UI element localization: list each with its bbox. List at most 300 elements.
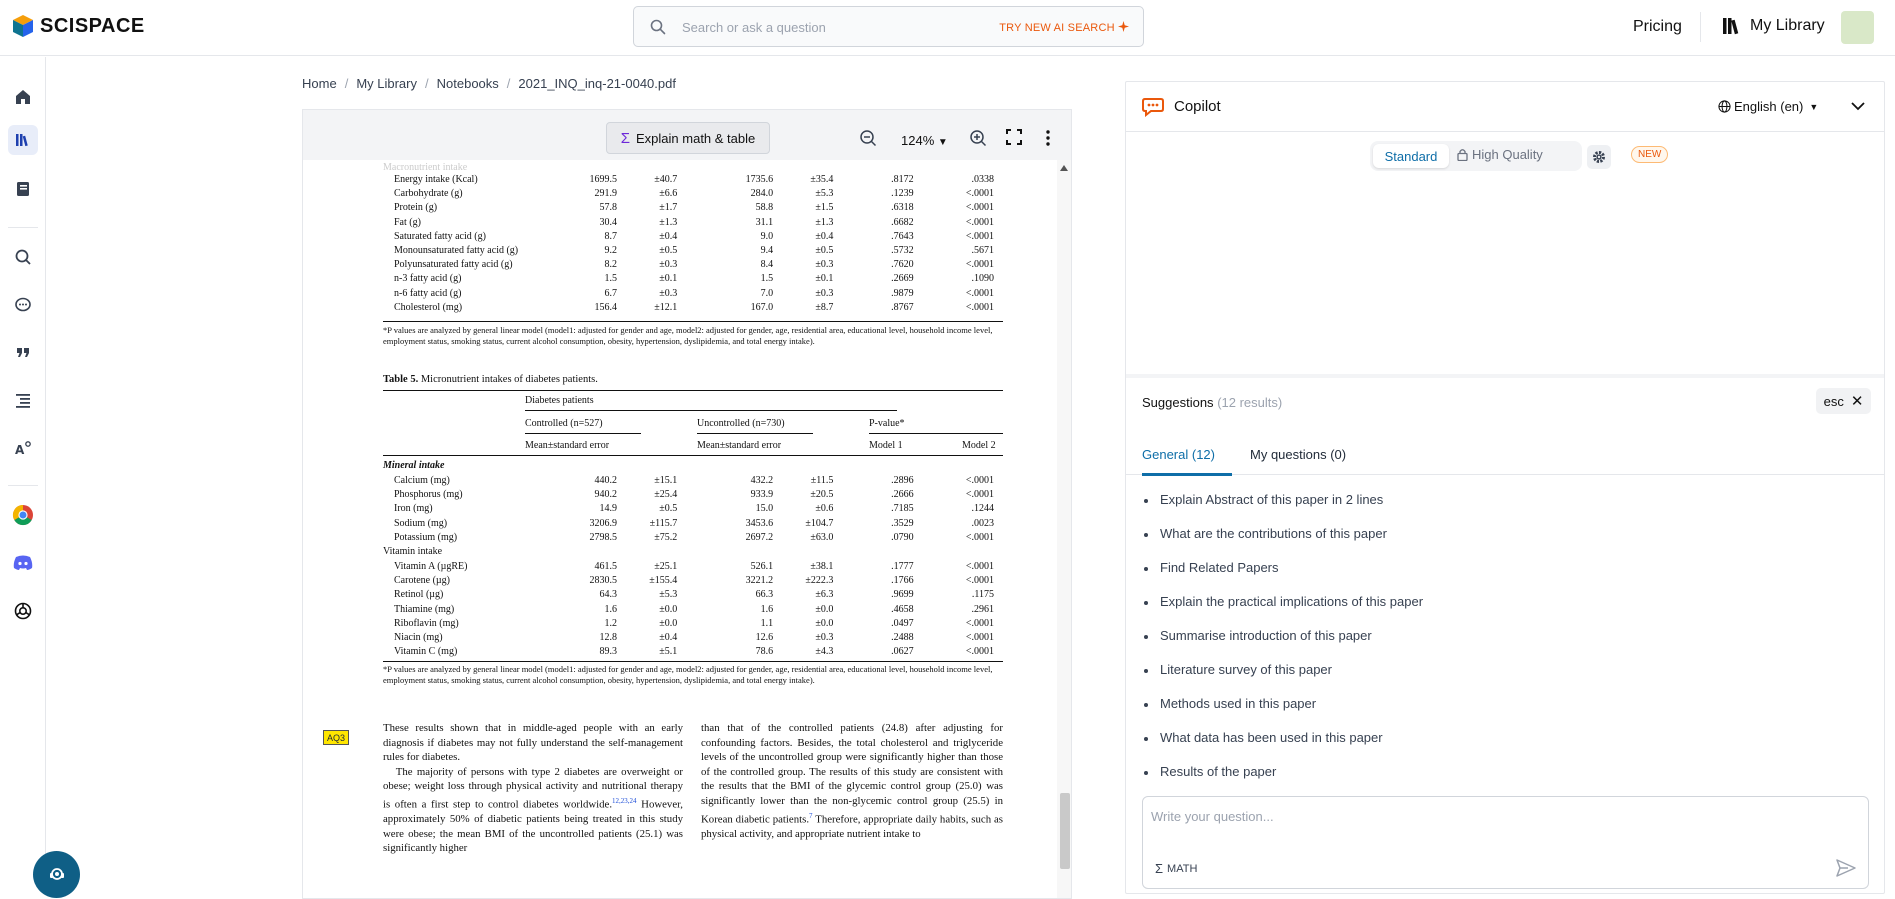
table-row (394, 488, 994, 502)
table5-controlled-header: Controlled (n=527) (525, 418, 603, 429)
cell-value: ±6.6 (659, 188, 678, 200)
cell-value: ±0.6 (815, 503, 834, 515)
cell-value: ±155.4 (649, 575, 678, 587)
cell-value: ±15.1 (654, 475, 678, 486)
quote-icon (14, 344, 32, 362)
table-rule (697, 433, 813, 434)
body-left-paragraph-1: These results shown that in middle-aged people with an early diagnosis if diabetes may not fully understand the self-management rules for diabetes. (383, 722, 683, 764)
suggestion-item[interactable]: Explain the practical implications of this paper (1142, 594, 1862, 628)
cell-value: 6.7 (604, 287, 618, 299)
cell-value: 2798.5 (589, 531, 618, 543)
cell-value: .5671 (971, 245, 994, 257)
chat-icon (14, 296, 32, 314)
suggestion-tabs (1126, 437, 1884, 475)
row-label: Potassium (mg) (394, 531, 458, 543)
table5-section-mineral: Mineral intake (383, 460, 445, 471)
cell-value: 291.9 (594, 188, 618, 200)
brand-name: SCISPACE (40, 14, 145, 37)
tab-general[interactable]: General (12) (1142, 447, 1215, 462)
try-ai-search-label: TRY NEW AI SEARCH (999, 22, 1115, 34)
table-row (394, 244, 994, 258)
table-row (394, 301, 994, 315)
cell-value: ±0.3 (815, 632, 834, 644)
macronutrient-table (394, 173, 994, 315)
cell-value: <.0001 (965, 202, 994, 214)
tab-my-questions[interactable]: My questions (0) (1250, 447, 1347, 462)
table-rule (525, 410, 897, 411)
cell-value: 1.5 (760, 273, 774, 285)
cell-value: .7643 (891, 230, 914, 242)
cell-value: .1766 (891, 575, 914, 587)
copilot-settings-button[interactable] (1587, 145, 1611, 169)
cell-value: 8.4 (760, 259, 774, 271)
body-right-paragraph-1b: Therefore, appropriate daily habits, such as physical activity, and appropriate nutrient intake to (701, 813, 1003, 840)
table-row (394, 560, 994, 574)
row-label: Cholesterol (mg) (394, 301, 463, 313)
cell-value: ±0.4 (659, 230, 678, 242)
pricing-link[interactable]: Pricing (1633, 18, 1682, 35)
copilot-header (1126, 82, 1884, 132)
table-row (394, 187, 994, 201)
sidebar-separator (8, 227, 38, 228)
body-left-paragraph-2a: The majority of persons with type 2 diabetes are overweight or obese; weight loss through physical activity and nutritional therapy is often a first step to control diabetes worldwide. (383, 765, 683, 811)
cell-value: ±0.4 (815, 230, 834, 242)
sidebar-separator (8, 485, 38, 486)
cell-value: <.0001 (965, 646, 994, 658)
cell-value: ±1.3 (659, 216, 678, 228)
cell-value: 1.5 (604, 273, 618, 285)
cell-value: ±25.4 (654, 489, 678, 501)
library-bars-icon (14, 131, 32, 149)
table-rule (869, 433, 1003, 434)
cell-value: ±40.7 (654, 174, 678, 185)
lock-icon (1457, 148, 1468, 161)
breadcrumb-my-library[interactable]: My Library (356, 76, 417, 91)
search-icon (650, 19, 666, 35)
collapse-chevron-icon[interactable] (1851, 102, 1865, 111)
cell-value: <.0001 (965, 531, 994, 543)
copilot-divider (1126, 374, 1884, 378)
cell-value: ±222.3 (805, 575, 834, 587)
search-bar[interactable] (633, 6, 1144, 47)
cell-value: <.0001 (965, 632, 994, 644)
language-select[interactable] (1718, 99, 1818, 114)
scispace-logo[interactable] (12, 14, 145, 38)
cell-value: <.0001 (965, 287, 994, 299)
zoom-out-icon[interactable] (859, 129, 877, 147)
cell-value: 12.6 (755, 632, 774, 644)
pdf-viewer (302, 109, 1072, 899)
body-right-citation[interactable]: 7 (809, 811, 813, 820)
sidebar-home[interactable] (8, 82, 38, 112)
math-mode-button[interactable] (1155, 861, 1197, 876)
cell-value: .6682 (891, 216, 914, 228)
cell-value: 7.0 (760, 287, 774, 299)
cell-value: 1699.5 (589, 174, 618, 185)
table-row (394, 474, 994, 488)
send-icon[interactable] (1836, 859, 1856, 877)
breadcrumb-separator: / (506, 76, 511, 91)
row-label: Phosphorus (mg) (394, 489, 463, 501)
table5-caption (383, 374, 598, 385)
cell-value: ±12.1 (654, 301, 678, 313)
cell-value: 3453.6 (745, 517, 774, 529)
ai-writer-icon (14, 439, 32, 457)
caret-down-icon: ▼ (1809, 101, 1819, 112)
table-row (394, 645, 994, 659)
table-row (394, 517, 994, 531)
row-label: Saturated fatty acid (g) (394, 230, 486, 242)
my-library-label: My Library (1750, 17, 1825, 34)
svg-text:A: A (15, 443, 25, 457)
support-agent-icon (47, 865, 67, 885)
table-rule (383, 455, 1003, 456)
cell-value: 78.6 (755, 646, 774, 658)
search-docs-icon (14, 248, 32, 266)
row-label: Protein (g) (394, 202, 438, 214)
cell-value: ±4.3 (815, 646, 834, 658)
suggestion-item[interactable]: Explain Abstract of this paper in 2 lines (1142, 492, 1862, 526)
cell-value: .4658 (891, 603, 914, 615)
cell-value: ±0.0 (815, 617, 834, 629)
table-rule (383, 390, 1003, 391)
notebook-icon (14, 180, 32, 198)
suggestion-item[interactable]: What data has been used in this paper (1142, 730, 1862, 764)
cell-value: 461.5 (594, 561, 618, 572)
cell-value: .2666 (891, 489, 914, 501)
cell-value: ±0.1 (659, 273, 678, 285)
user-avatar[interactable] (1841, 11, 1874, 44)
cell-value: ±20.5 (810, 489, 834, 501)
cell-value: .8767 (891, 301, 914, 313)
cell-value: 940.2 (594, 489, 618, 501)
new-badge: NEW (1631, 146, 1668, 163)
table5-model1-header: Model 1 (869, 440, 903, 451)
cell-value: 3206.9 (589, 517, 618, 529)
table5-group-header: Diabetes patients (525, 395, 594, 406)
row-label: Thiamine (mg) (394, 603, 455, 615)
cell-value: 9.2 (604, 245, 618, 257)
cell-value: 1.6 (604, 603, 618, 615)
fullscreen-icon[interactable] (1006, 129, 1022, 145)
cell-value: 30.4 (599, 216, 618, 228)
cell-value: ±5.3 (815, 188, 834, 200)
header-divider (1700, 12, 1701, 42)
zoom-level-value: 124% (901, 133, 935, 148)
cell-value: ±11.5 (810, 475, 834, 486)
esc-label: esc (1823, 393, 1844, 409)
table5-pvalue-header: P-value* (869, 418, 905, 429)
copilot-chat-icon (1142, 97, 1164, 117)
pdf-scroll-thumb[interactable] (1060, 793, 1070, 869)
list-indent-icon (14, 391, 32, 409)
cell-value: <.0001 (965, 301, 994, 313)
breadcrumb-notebooks[interactable]: Notebooks (436, 76, 499, 91)
sidebar-openai[interactable] (8, 596, 38, 626)
sidebar-ai-writer[interactable] (8, 433, 38, 463)
cell-value: 9.4 (760, 245, 774, 257)
suggestion-item[interactable]: Methods used in this paper (1142, 696, 1862, 730)
cell-value: 2830.5 (589, 575, 618, 587)
row-label: Energy intake (Kcal) (394, 174, 478, 185)
body-right-paragraph-1a: than that of the controlled patients (24.8) after adjusting for confounding factors. Besides, the total cholesterol and triglyceride levels of the uncontrolled group were significantly higher than those of the controlled group. The results of this study are consistent with the results that the BMI of the glycemic control group (25.0) was significantly lower than the non-glycemic control group (25.5) in Korean diabetic patients. (701, 722, 1003, 826)
body-left-citation[interactable]: 12,23,24 (612, 796, 637, 805)
row-label: Sodium (mg) (394, 517, 448, 529)
table5-footnote: *P values are analyzed by general linear model (model1: adjusted for gender and age, model2: adjusted for gender, age, residential area, educational level, household income level, employment status, smoking status, current alcohol consumption, obesity, hypertension, dyslipidemia, and total energy intake). (383, 664, 993, 685)
table-row (394, 603, 994, 617)
cell-value: .0497 (891, 617, 914, 629)
close-icon: ✕ (1850, 393, 1864, 410)
cell-value: ±75.2 (654, 531, 678, 543)
suggestion-item[interactable]: Literature survey of this paper (1142, 662, 1862, 696)
question-composer (1142, 796, 1869, 889)
row-label: Calcium (mg) (394, 475, 450, 486)
copilot-panel (1125, 81, 1885, 894)
scispace-logo-icon (12, 14, 34, 38)
breadcrumb-separator: / (425, 76, 429, 91)
cell-value: .2488 (891, 632, 914, 644)
pdf-toolbar (303, 110, 1071, 160)
cell-value: ±1.3 (815, 216, 834, 228)
chrome-icon (12, 504, 34, 526)
vitamin-intake-table (394, 560, 994, 659)
sigma-icon: Σ (620, 129, 631, 147)
cell-value: ±0.3 (815, 287, 834, 299)
question-input[interactable] (1151, 809, 1851, 831)
suggestions-title: Suggestions (1142, 395, 1214, 410)
row-label: n-6 fatty acid (g) (394, 287, 462, 299)
cell-value: .1777 (891, 561, 914, 572)
row-label: Fat (g) (394, 216, 421, 228)
cell-value: .9879 (891, 287, 914, 299)
table5-mean-header-1: Mean±standard error (525, 440, 610, 451)
cell-value: .1244 (971, 503, 994, 515)
cell-value: 89.3 (599, 646, 618, 658)
cell-value: .1090 (971, 273, 994, 285)
cell-value: ±38.1 (810, 561, 834, 572)
table-row (394, 588, 994, 602)
suggestion-item[interactable]: Results of the paper (1142, 764, 1862, 798)
cell-value: ±0.0 (659, 617, 678, 629)
cell-value: .8172 (891, 174, 914, 185)
cell-value: 933.9 (750, 489, 774, 501)
table5-uncontrolled-header: Uncontrolled (n=730) (697, 418, 785, 429)
cell-value: .7185 (891, 503, 914, 515)
cell-value: <.0001 (965, 575, 994, 587)
mode-high-quality-button[interactable] (1457, 147, 1543, 162)
table-row (394, 230, 994, 244)
breadcrumb-current-file: 2021_INQ_inq-21-0040.pdf (518, 76, 676, 91)
sidebar-discord[interactable] (8, 548, 38, 578)
globe-icon (1718, 100, 1731, 113)
try-ai-search-link[interactable] (999, 21, 1129, 34)
table-row (394, 502, 994, 516)
cell-value: <.0001 (965, 489, 994, 501)
cell-value: ±0.3 (659, 259, 678, 271)
cell-value: 64.3 (599, 589, 618, 601)
suggestion-item[interactable]: What are the contributions of this paper (1142, 526, 1862, 560)
cell-value: ±0.5 (815, 245, 834, 257)
cell-value: <.0001 (965, 617, 994, 629)
table-row (394, 631, 994, 645)
table5-model2-header: Model 2 (962, 440, 996, 451)
cell-value: ±5.1 (659, 646, 678, 658)
scroll-up-arrow-icon[interactable] (1059, 164, 1069, 172)
explain-math-table-button[interactable] (606, 122, 770, 154)
cell-value: .2961 (971, 603, 994, 615)
body-text-right-column (701, 721, 1003, 841)
cell-value: ±63.0 (810, 531, 834, 543)
table5-caption-label: Table 5. (383, 374, 419, 385)
table5-caption-text: Micronutrient intakes of diabetes patients. (420, 374, 598, 385)
cell-value: ±8.7 (815, 301, 834, 313)
search-input[interactable] (682, 15, 982, 39)
suggestions-count: (12 results) (1217, 395, 1283, 410)
body-text-left-column (383, 721, 683, 856)
cell-value: ±25.1 (654, 561, 678, 572)
table-row (394, 258, 994, 272)
pdf-page (377, 160, 1027, 899)
sidebar-search[interactable] (8, 242, 38, 272)
cell-value: .0023 (971, 517, 994, 529)
row-label: Iron (mg) (394, 503, 433, 515)
sidebar-citations[interactable] (8, 338, 38, 368)
sidebar-notebooks[interactable] (8, 174, 38, 204)
zoom-in-icon[interactable] (969, 129, 987, 147)
cell-value: .1239 (891, 188, 914, 200)
table-row (394, 287, 994, 301)
cell-value: ±0.5 (659, 503, 678, 515)
sidebar-outline[interactable] (8, 385, 38, 415)
suggestion-item[interactable]: Summarise introduction of this paper (1142, 628, 1862, 662)
cell-value: ±0.0 (815, 603, 834, 615)
cell-value: .5732 (891, 245, 914, 257)
table4-footnote: *P values are analyzed by general linear model (model1: adjusted for gender and age, model2: adjusted for gender, age, residential area, educational level, household income level, employment status, smoking status, current alcohol consumption, obesity, hypertension, dyslipidemia, and total energy intake). (383, 325, 993, 346)
cell-value: 440.2 (594, 475, 618, 486)
cell-value: <.0001 (965, 216, 994, 228)
table-row (394, 574, 994, 588)
cell-value: .0627 (891, 646, 914, 658)
sparkle-icon (1118, 21, 1129, 32)
breadcrumb-home[interactable]: Home (302, 76, 337, 91)
left-sidebar (0, 57, 46, 894)
cell-value: 1.2 (604, 617, 618, 629)
row-label: Polyunsaturated fatty acid (g) (394, 259, 513, 271)
mode-standard-button[interactable]: Standard (1373, 144, 1449, 168)
cell-value: ±115.7 (649, 517, 678, 529)
cell-value: 9.0 (760, 230, 774, 242)
cell-value: 14.9 (599, 503, 618, 515)
cell-value: <.0001 (965, 561, 994, 572)
row-label: Retinol (µg) (394, 589, 444, 601)
table-rule (383, 661, 1003, 662)
sigma-icon: Σ (1155, 861, 1164, 876)
cell-value: 167.0 (750, 301, 774, 313)
cell-value: 1.1 (760, 617, 774, 629)
zoom-level-select[interactable] (901, 133, 948, 148)
table-rule (383, 321, 1003, 322)
cell-value: ±1.7 (659, 202, 678, 214)
cell-value: ±0.1 (815, 273, 834, 285)
cell-value: 8.2 (604, 259, 618, 271)
cell-value: ±0.5 (659, 245, 678, 257)
body-left-paragraph-2b: However, approximately 50% of diabetic patients being treated in this study were obese; the mean BMI of the uncontrolled patients (25.1) was significantly higher (383, 798, 683, 855)
discord-icon (13, 555, 33, 571)
row-label: Monounsaturated fatty acid (g) (394, 245, 519, 257)
faded-section-header: Macronutrient intake (383, 162, 468, 173)
cell-value: 526.1 (750, 561, 774, 572)
suggestion-item[interactable]: Find Related Papers (1142, 560, 1862, 594)
pdf-scrollbar[interactable] (1057, 160, 1071, 899)
table5-mean-header-2: Mean±standard error (697, 440, 782, 451)
gear-icon (1592, 150, 1606, 164)
row-label: Carotene (µg) (394, 575, 451, 587)
cell-value: .1175 (971, 589, 994, 601)
cell-value: 432.2 (750, 475, 774, 486)
table-row (394, 531, 994, 545)
cell-value: 31.1 (755, 216, 774, 228)
quality-mode-toggle (1370, 141, 1582, 171)
cell-value: 66.3 (755, 589, 774, 601)
my-library-link[interactable] (1722, 17, 1825, 35)
breadcrumb (302, 76, 676, 91)
cell-value: 15.0 (755, 503, 774, 515)
mode-high-quality-label: High Quality (1472, 147, 1543, 162)
breadcrumb-separator: / (344, 76, 349, 91)
math-label: MATH (1167, 862, 1198, 875)
active-tab-indicator (1142, 473, 1232, 476)
table-row (394, 201, 994, 215)
top-header (0, 0, 1895, 56)
cell-value: .2669 (891, 273, 914, 285)
cell-value: .7620 (891, 259, 914, 271)
sidebar-chat[interactable] (8, 290, 38, 320)
cell-value: 2697.2 (745, 531, 774, 543)
cell-value: .0338 (971, 174, 994, 185)
cell-value: .0790 (891, 531, 914, 543)
row-label: Niacin (mg) (394, 632, 443, 644)
language-value: English (en) (1734, 99, 1804, 114)
mineral-intake-table (394, 474, 994, 545)
row-label: n-3 fatty acid (g) (394, 273, 462, 285)
cell-value: ±1.5 (815, 202, 834, 214)
more-options-icon[interactable] (1045, 129, 1051, 147)
cell-value: 1.6 (760, 603, 774, 615)
cell-value: ±104.7 (805, 517, 834, 529)
cell-value: ±6.3 (815, 589, 834, 601)
row-label: Riboflavin (mg) (394, 617, 459, 629)
cell-value: ±5.3 (659, 589, 678, 601)
table-row (394, 617, 994, 631)
table-row (394, 173, 994, 187)
cell-value: ±0.3 (659, 287, 678, 299)
sidebar-library[interactable] (8, 125, 38, 155)
openai-icon (13, 601, 33, 621)
close-suggestions-button[interactable] (1816, 388, 1871, 414)
cell-value: <.0001 (965, 475, 994, 486)
table-row (394, 216, 994, 230)
table5-section-vitamin: Vitamin intake (383, 546, 443, 557)
cell-value: 1735.6 (745, 174, 774, 185)
sidebar-chrome-extension[interactable] (8, 500, 38, 530)
cell-value: 156.4 (594, 301, 618, 313)
help-chat-button[interactable] (33, 851, 80, 898)
table-row (394, 272, 994, 286)
cell-value: ±35.4 (810, 174, 834, 185)
cell-value: .6318 (891, 202, 914, 214)
cell-value: .2896 (891, 475, 914, 486)
author-query-tag[interactable]: AQ3 (323, 730, 349, 745)
